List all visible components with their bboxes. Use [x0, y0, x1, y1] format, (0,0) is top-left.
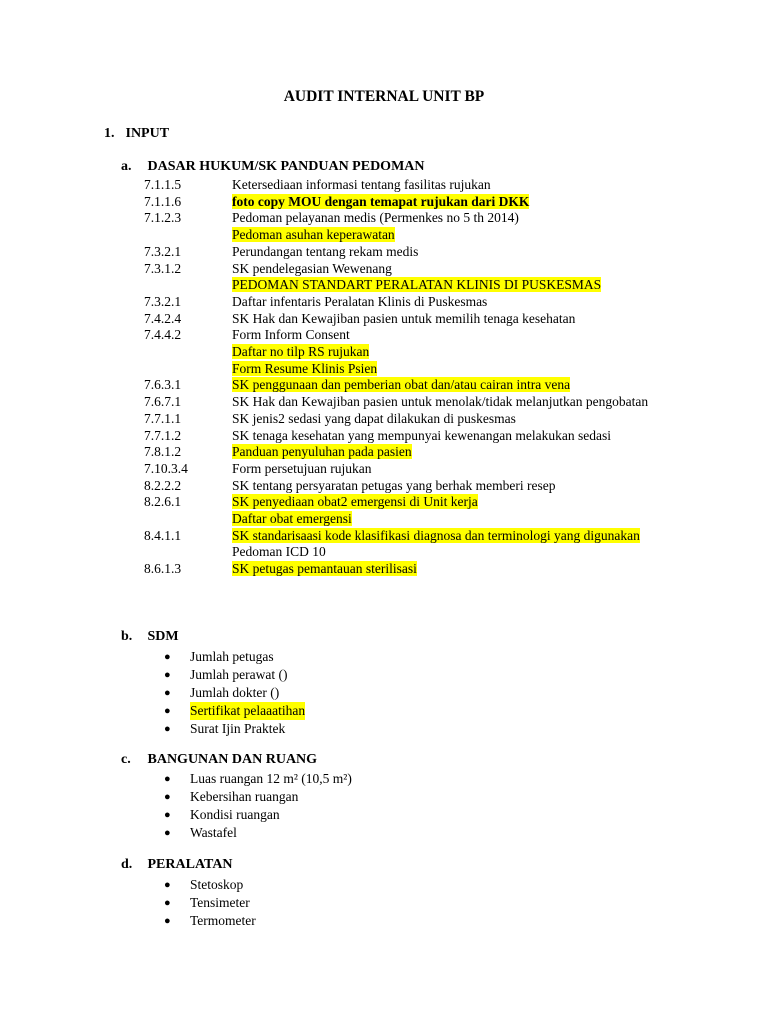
regulation-text: SK jenis2 sedasi yang dapat dilakukan di puskesmas: [232, 410, 516, 426]
list-item: [164, 648, 664, 666]
regulation-text: Daftar no tilp RS rujukan: [232, 344, 370, 360]
regulation-text: Form Inform Consent: [232, 327, 350, 343]
list-item: [164, 684, 664, 702]
bullet-icon: ●: [164, 791, 171, 803]
bullet-icon: ●: [164, 669, 171, 681]
regulation-text: SK penyediaan obat2 emergensi di Unit kerja: [232, 494, 478, 510]
regulation-row: [144, 244, 675, 261]
bullet-icon: ●: [164, 915, 171, 927]
subsection-label: PERALATAN: [147, 857, 233, 872]
subsection-label: BANGUNAN DAN RUANG: [147, 752, 318, 767]
sdm-list: [164, 648, 664, 738]
regulation-row: [144, 177, 675, 194]
list-item: [164, 788, 664, 806]
regulation-row: [144, 261, 675, 278]
list-item-text: Termometer: [190, 913, 256, 928]
list-item-text: Jumlah petugas: [190, 649, 274, 664]
list-item: [164, 912, 664, 930]
bullet-icon: ●: [164, 809, 171, 821]
bullet-icon: ●: [164, 705, 171, 717]
regulation-row: [144, 494, 675, 511]
list-item-text: Luas ruangan 12 m² (10,5 m²): [190, 771, 352, 786]
regulation-text: Perundangan tentang rekam medis: [232, 243, 419, 259]
section-heading-input: [104, 126, 169, 142]
list-item: [164, 720, 664, 738]
regulation-code: 8.2.2.2: [144, 477, 182, 493]
regulation-row: [144, 461, 675, 478]
regulation-text: SK standarisaasi kode klasifikasi diagnosa dan terminologi yang digunakan: [232, 527, 640, 543]
regulation-row: [144, 561, 675, 578]
regulation-code: 7.6.3.1: [144, 377, 182, 393]
document-title: AUDIT INTERNAL UNIT BP: [283, 88, 485, 105]
list-item-text: Surat Ijin Praktek: [190, 721, 286, 736]
regulation-code: 7.3.1.2: [144, 260, 182, 276]
list-item: [164, 894, 664, 912]
subsection-heading-peralatan: [121, 857, 233, 873]
regulation-code: 7.8.1.2: [144, 444, 182, 460]
peralatan-list: [164, 876, 664, 930]
regulation-text: Pedoman ICD 10: [232, 544, 326, 560]
regulation-text: SK tenaga kesehatan yang mempunyai kewenangan melakukan sedasi: [232, 427, 611, 443]
list-item: [164, 806, 664, 824]
regulation-row: [144, 361, 675, 378]
subsection-letter: c.: [121, 752, 131, 767]
regulation-text: Form Resume Klinis Psien: [232, 360, 378, 376]
regulation-text: SK petugas pemantauan sterilisasi: [232, 561, 417, 577]
list-item-text: Kebersihan ruangan: [190, 789, 299, 804]
regulation-row: [144, 428, 675, 445]
regulation-text: Pedoman asuhan keperawatan: [232, 227, 395, 243]
regulation-code: [144, 277, 232, 294]
list-item-text: Kondisi ruangan: [190, 807, 280, 822]
bullet-icon: ●: [164, 897, 171, 909]
regulation-code: 8.6.1.3: [144, 561, 182, 577]
regulation-row: [144, 478, 675, 495]
subsection-heading-sdm: [121, 629, 179, 645]
regulation-code: 7.4.2.4: [144, 310, 182, 326]
regulation-row: [144, 227, 675, 244]
regulation-code: 7.7.1.1: [144, 410, 182, 426]
regulation-text: Panduan penyuluhan pada pasien: [232, 444, 412, 460]
regulation-row: [144, 411, 675, 428]
bullet-icon: ●: [164, 827, 171, 839]
regulation-code: 7.1.2.3: [144, 210, 182, 226]
subsection-heading-dasar-hukum: [121, 159, 425, 175]
list-item-text: Tensimeter: [190, 895, 250, 910]
bullet-icon: ●: [164, 687, 171, 699]
subsection-heading-bangunan: [121, 752, 317, 768]
list-item: [164, 702, 664, 720]
list-item-text: Sertifikat pelaaatihan: [190, 703, 306, 718]
list-item-text: Wastafel: [190, 825, 237, 840]
regulation-row: [144, 528, 675, 545]
regulation-text: PEDOMAN STANDART PERALATAN KLINIS DI PUSKESMAS: [232, 277, 602, 293]
regulation-code: [144, 344, 232, 361]
regulation-row: [144, 210, 675, 227]
regulation-code: 7.3.2.1: [144, 243, 182, 259]
regulation-code: 7.1.1.5: [144, 177, 182, 192]
regulation-row: [144, 511, 675, 528]
regulation-code: [144, 511, 232, 528]
regulation-row: [144, 394, 675, 411]
regulation-text: Daftar infentaris Peralatan Klinis di Puskesmas: [232, 293, 488, 309]
bullet-icon: ●: [164, 879, 171, 891]
regulation-row: [144, 294, 675, 311]
regulation-code: [144, 361, 232, 378]
list-item: [164, 876, 664, 894]
subsection-label: DASAR HUKUM/SK PANDUAN PEDOMAN: [147, 159, 425, 174]
regulation-row: [144, 327, 675, 344]
regulation-code: 7.6.7.1: [144, 394, 182, 410]
regulation-code: 8.2.6.1: [144, 494, 182, 510]
list-item-text: Jumlah dokter (): [190, 685, 280, 700]
list-item: [164, 666, 664, 684]
regulation-text: Pedoman pelayanan medis (Permenkes no 5 th 2014): [232, 210, 519, 226]
regulation-code: [144, 544, 232, 561]
section-label: INPUT: [125, 126, 170, 141]
section-number: 1.: [104, 126, 115, 141]
regulation-row: [144, 544, 675, 561]
subsection-letter: a.: [121, 159, 132, 174]
regulation-row: [144, 311, 675, 328]
regulation-text: SK Hak dan Kewajiban pasien untuk memilih tenaga kesehatan: [232, 310, 576, 326]
subsection-label: SDM: [147, 629, 179, 644]
regulation-row: [144, 444, 675, 461]
bullet-icon: ●: [164, 723, 171, 735]
bullet-icon: ●: [164, 651, 171, 663]
regulation-row: [144, 377, 675, 394]
list-item: [164, 824, 664, 842]
regulation-text: foto copy MOU dengan temapat rujukan dari DKK: [232, 193, 530, 209]
regulation-text: Form persetujuan rujukan: [232, 460, 372, 476]
bangunan-list: [164, 770, 664, 842]
regulation-text: Ketersediaan informasi tentang fasilitas rujukan: [232, 177, 491, 192]
regulation-code: 7.3.2.1: [144, 293, 182, 309]
regulation-code: 7.1.1.6: [144, 193, 182, 209]
regulation-code: 7.10.3.4: [144, 460, 188, 476]
regulation-row: [144, 277, 675, 294]
regulation-text: Daftar obat emergensi: [232, 511, 352, 527]
regulation-code: [144, 227, 232, 244]
regulation-code: 7.7.1.2: [144, 427, 182, 443]
subsection-letter: d.: [121, 857, 133, 872]
regulation-row: [144, 194, 675, 211]
subsection-letter: b.: [121, 629, 133, 644]
list-item-text: Jumlah perawat (): [190, 667, 288, 682]
regulation-text: SK tentang persyaratan petugas yang berhak memberi resep: [232, 477, 556, 493]
regulation-row: [144, 344, 675, 361]
regulation-code: 7.4.4.2: [144, 327, 182, 343]
regulation-text: SK penggunaan dan pemberian obat dan/atau cairan intra vena: [232, 377, 571, 393]
regulation-list: [144, 177, 675, 578]
bullet-icon: ●: [164, 773, 171, 785]
regulation-text: SK Hak dan Kewajiban pasien untuk menolak/tidak melanjutkan pengobatan: [232, 394, 649, 410]
regulation-text: SK pendelegasian Wewenang: [232, 260, 392, 276]
list-item-text: Stetoskop: [190, 877, 244, 892]
list-item: [164, 770, 664, 788]
regulation-code: 8.4.1.1: [144, 527, 182, 543]
